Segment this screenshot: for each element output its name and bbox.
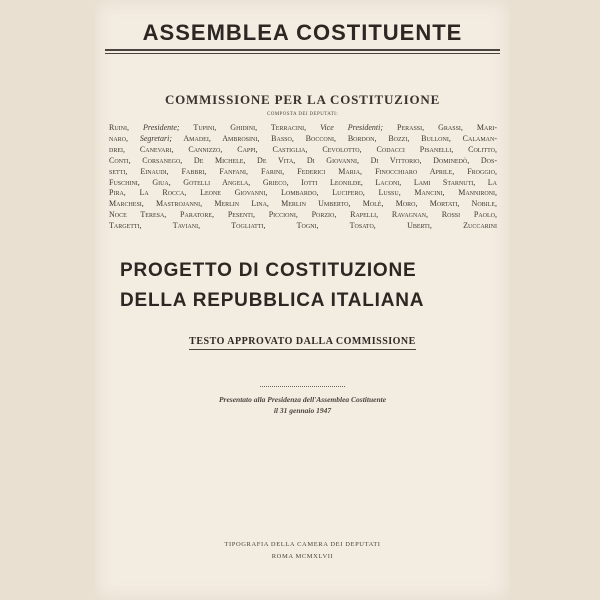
document-page	[95, 0, 510, 600]
members-line: Pira, La Rocca, Leone Giovanni, Lombardo, Lucifero, Lussu, Mancini, Mannironi,	[109, 188, 497, 198]
members-line: drei, Canevari, Cannizzo, Cappi, Castiglia, Cevolotto, Codacci Pisanelli, Colitto,	[109, 144, 497, 154]
printer-imprint	[95, 539, 510, 563]
members-line: naro, Segretari; Amadei, Ambrosini, Basso, Bocconi, Bordon, Bozzi, Bulloni, Calaman-	[109, 133, 497, 143]
project-title-line2: DELLA REPUBBLICA ITALIANA	[120, 290, 425, 311]
print-place-year: ROMA MCMXLVII	[271, 553, 334, 560]
dotted-divider	[260, 386, 345, 387]
commission-heading: COMMISSIONE PER LA COSTITUZIONE	[164, 92, 441, 107]
presentation-line2: il 31 gennaio 1947	[273, 405, 332, 415]
printer-name: TIPOGRAFIA DELLA CAMERA DEI DEPUTATI	[224, 541, 381, 548]
members-line: Conti, Corsanego, De Michele, De Vita, Di Giovanni, Di Vittorio, Dominedò, Dos-	[109, 155, 497, 165]
members-line: Noce Teresa, Paratore, Pesenti, Piccioni, Porzio, Rapelli, Ravagnan, Rossi Paolo,	[109, 210, 497, 220]
composed-of-label: COMPOSTA DEI DEPUTATI:	[266, 112, 339, 117]
members-line: setti, Einaudi, Fabbri, Fanfani, Farini, Federici Maria, Finocchiaro Aprile, Froggio,	[109, 166, 497, 176]
approved-text-heading	[95, 331, 510, 350]
members-line-last: Targetti, Taviani, Togliatti, Togni, Tosato, Uberti, Zuccarini	[109, 221, 497, 231]
members-line: Fuschini, Giua, Gotelli Angela, Grieco, Iotti Leonilde, Laconi, Lami Starnuti, La	[109, 177, 497, 187]
project-title	[120, 256, 510, 316]
members-line: Ruini, Presidente; Tupini, Ghidini, Terracini, Vice Presidenti; Perassi, Grassi, Mari-	[109, 123, 498, 132]
approved-text-label: TESTO APPROVATO DALLA COMMISSIONE	[189, 336, 416, 350]
title-rule-thick	[105, 49, 500, 51]
members-line: Marchesi, Mastrojanni, Merlin Lina, Merlin Umberto, Molè, Moro, Mortati, Nobile,	[109, 199, 497, 209]
project-title-line1: PROGETTO DI COSTITUZIONE	[120, 260, 417, 281]
title-rule-thin	[105, 53, 500, 54]
presentation-note	[95, 395, 510, 416]
presentation-line1: Presentato alla Presidenza dell'Assemblea Costituente	[218, 395, 387, 404]
assembly-title: ASSEMBLEA COSTITUENTE	[142, 20, 463, 45]
members-list	[109, 123, 497, 232]
